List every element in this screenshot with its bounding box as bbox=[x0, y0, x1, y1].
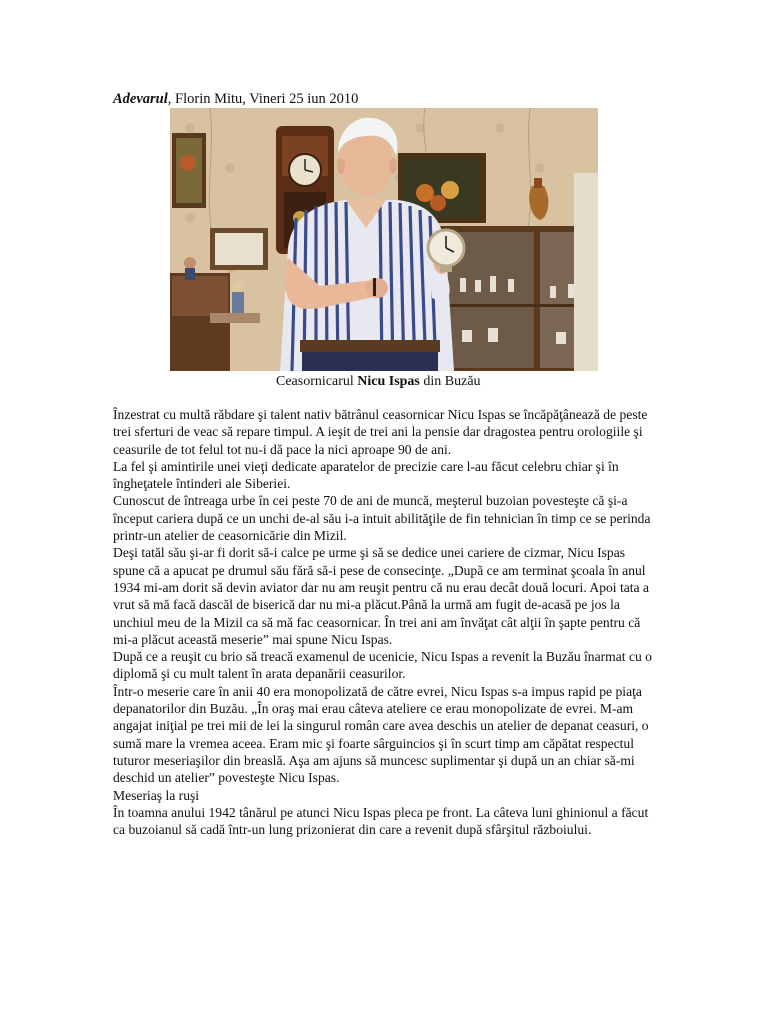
caption-prefix: Ceasornicarul bbox=[276, 374, 358, 389]
paragraph: În toamna anului 1942 tânărul pe atunci Nicu Ispas pleca pe front. La câteva luni ghinionul a făcut ca buzoianul să cadă într-un lung prizonierat din care a revenit după sfârşitul războiului. bbox=[113, 804, 649, 838]
photo-caption bbox=[276, 373, 481, 390]
caption-name: Nicu Ispas bbox=[357, 374, 420, 389]
paragraph: Înzestrat cu multă răbdare şi talent nativ bătrânul ceasornicar Nicu Ispas se încăpăţânează de peste trei sferturi de veac să repare timpul. A ieşit de trei ani la pensie dar dragostea pentru orologiile şi ceasurile de tot felul tot nu-i dă pace la nici aproape 90 de ani. bbox=[113, 407, 648, 457]
caption-suffix: din Buzău bbox=[419, 374, 481, 389]
paragraph: După ce a reuşit cu brio să treacă examenul de ucenicie, Nicu Ispas a revenit la Buzău înarmat cu o diplomă şi cu mult talent în arata depanării ceasurilor. bbox=[113, 649, 652, 682]
paragraph: Deşi tatăl său şi-ar fi dorit să-i calce pe urme şi să se dedice unei cariere de cizmar, Nicu Ispas spune că a apucat pe drumul său fără să-i pese de consecinţe. „După ce am terminat şcoala în anul 1934 mi-am dorit să devin aviator dar nu am reuşit pentru că nu erau decât două locuri. Apoi tata a vrut să mă facă dascăl de biserică dar nu mi-a plăcut.Până la urmă am fugit de-acasă pe jos la unchiul meu de la Mizil ca să mă fac ceasornicar. În trei ani am învăţat cât alţii în şapte pentru că mi-a plăcut această meserie” mai spune Nicu Ispas. bbox=[113, 545, 650, 647]
article-body bbox=[113, 406, 658, 838]
paragraph: Cunoscut de întreaga urbe în cei peste 70 de ani de muncă, meşterul buzoian povesteşte că şi-a început cariera după ce un unchi de-al său i-a intuit abilităţile de fin tehnician în timp ce se perinda printr-un atelier de ceasornicărie din Mizil. bbox=[113, 493, 651, 544]
paragraph: La fel şi amintirile unei vieţi dedicate aparatelor de precizie care l-au făcut celebru chiar şi în îngheţatele întinderi ale Siberiei. bbox=[113, 458, 619, 492]
newspaper-name: Adevarul bbox=[113, 91, 168, 107]
paragraph: Într-o meserie care în anii 40 era monopolizată de către evrei, Nicu Ispas s-a impus rapid pe piaţa depanatorilor din Buzău. „În oraş mai erau câteva ateliere ce erau monopolizate de evrei. M-am angajat iniţial pe trei mii de lei la singurul român care avea deschis un atelier de depanat ceasuri, o sumă mare la vremea aceea. Eram mic şi foarte sârguincios şi în scurt timp am căpătat respectul tuturor meseriaşilor din breaslă. Aşa am ajuns să muncesc suplimentar şi după un an chiar să-mi deschid un atelier” povesteşte Nicu Ispas. bbox=[113, 683, 649, 786]
section-subheading: Meseriaş la ruşi bbox=[113, 787, 200, 803]
article-photo bbox=[170, 108, 598, 371]
article-byline bbox=[113, 90, 358, 108]
byline-author-date: , Florin Mitu, Vineri 25 iun 2010 bbox=[167, 91, 359, 107]
